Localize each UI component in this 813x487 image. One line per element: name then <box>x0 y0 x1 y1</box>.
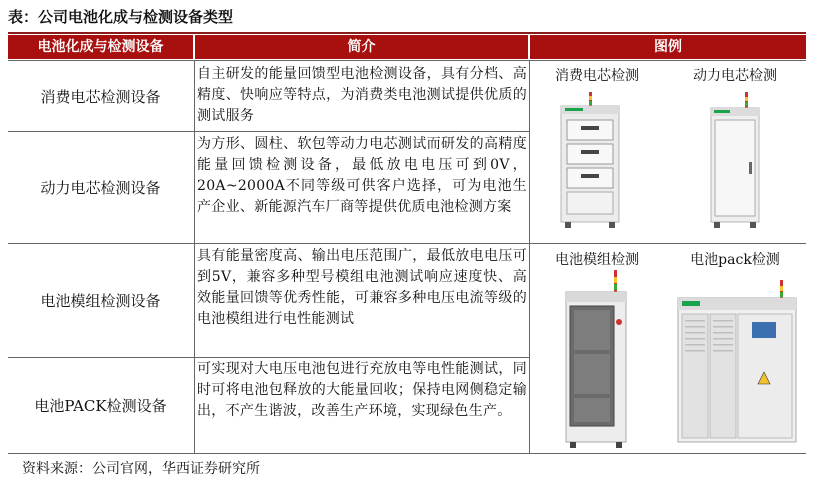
consumer-tester-image <box>555 92 625 232</box>
device-name: 消费电芯检测设备 <box>40 87 161 106</box>
device-name: 电池PACK检测设备 <box>34 396 167 415</box>
column-divider <box>529 60 530 453</box>
column-divider <box>194 60 195 453</box>
device-description: 具有能量密度高、输出电压范围广，最低放电电压可到5V，兼容多种型号模组电池测试响应速度快、高效能量回馈等优秀性能，可兼容多种电压电流等级的电池模组进行电性能测试 <box>197 248 527 327</box>
module-tester-image <box>562 270 630 450</box>
header-device-type: 电池化成与检测设备 <box>8 35 193 59</box>
device-name: 动力电芯检测设备 <box>40 179 161 197</box>
image-label-module: 电池模组检测 <box>555 252 639 268</box>
device-description: 为方形、圆柱、软包等动力电芯测试而研发的高精度能量回馈检测设备，最低放电电压可到0V， 20A~2000A不同等级可供客户选择，可为电池生产企业、新能源汽车厂商等提供优质电池检测方案 <box>197 136 527 215</box>
device-description: 自主研发的能量回馈型电池检测设备，具有分档、高精度、快响应等特点，为消费类电池测试提供优质的测试服务 <box>197 66 527 124</box>
source-note: 资料来源：公司官网，华西证券研究所 <box>22 461 260 477</box>
device-name: 电池模组检测设备 <box>40 292 161 310</box>
power-tester-image <box>705 92 765 232</box>
pack-tester-image <box>676 280 798 448</box>
image-label-consumer: 消费电芯检测 <box>555 68 639 84</box>
image-label-pack: 电池pack检测 <box>690 252 780 268</box>
header-illustration: 图例 <box>530 35 806 59</box>
header-intro: 简介 <box>195 35 528 59</box>
table-caption: 表：公司电池化成与检测设备类型 <box>8 8 234 26</box>
caption-rule <box>8 32 806 34</box>
image-label-power: 动力电芯检测 <box>693 68 777 84</box>
device-description: 可实现对大电压电池包进行充放电等电性能测试，同时可将电池包释放的大能量回收；保持电网侧稳定输出，不产生谐波，改善生产环境，实现绿色生产。 <box>197 361 527 419</box>
